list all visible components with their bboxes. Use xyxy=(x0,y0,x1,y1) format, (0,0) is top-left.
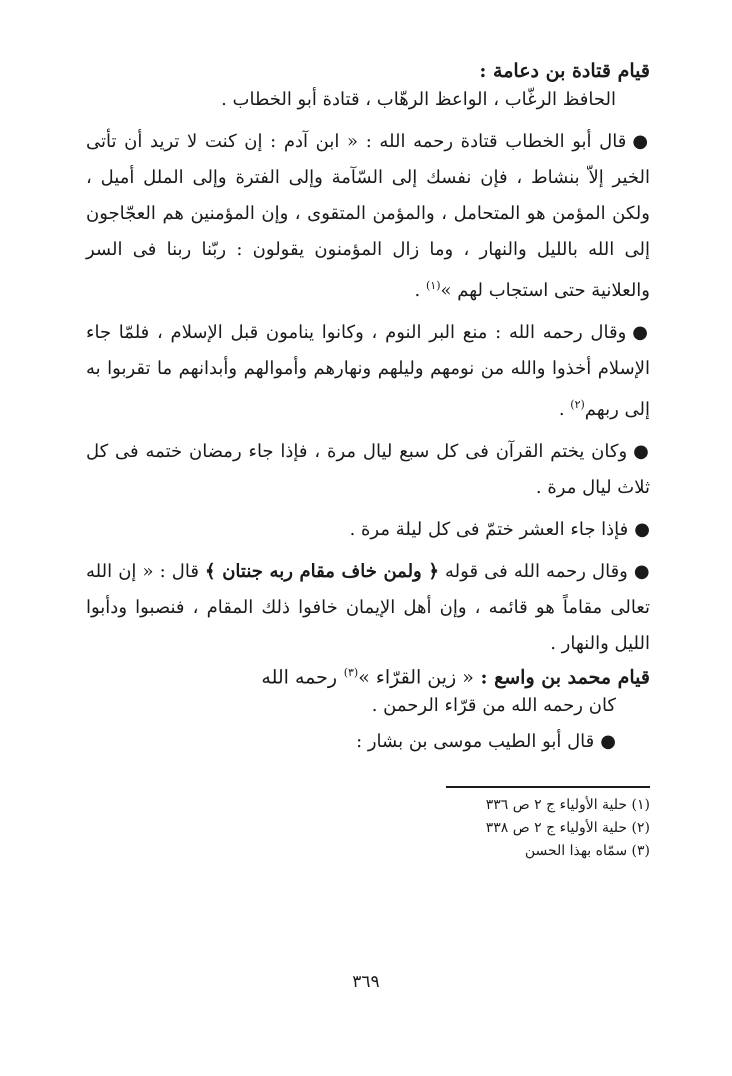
footnote-item xyxy=(86,794,650,817)
footnote-text: سمّاه بهذا الحسن xyxy=(524,843,628,860)
paragraph-5 xyxy=(86,554,650,662)
line-text: قال أبو الطيب موسى بن بشار : xyxy=(356,731,595,753)
heading-name: قيام محمد بن واسع : xyxy=(480,666,650,689)
footnote-text: حلية الأولياء ج ٢ ص ٣٣٨ xyxy=(485,820,628,837)
bullet-icon: ● xyxy=(600,731,616,753)
paragraph-3 xyxy=(86,434,650,506)
section-heading-muhammad xyxy=(86,666,650,688)
footnote-item xyxy=(86,840,650,863)
footnotes xyxy=(86,786,650,863)
qatada-epithets: الحافظ الرغّاب ، الواعظ الرهّاب ، قتادة أبو الخطاب . xyxy=(221,89,616,110)
footnote-text: حلية الأولياء ج ٢ ص ٣٣٦ xyxy=(485,797,628,814)
footnote-number: (٢) xyxy=(631,820,650,837)
bullet-icon: ● xyxy=(634,519,650,540)
bullet-icon: ● xyxy=(632,322,650,343)
bullet-icon: ● xyxy=(633,561,650,582)
muhammad-line: كان رحمه الله من قرّاء الرحمن . xyxy=(371,695,616,717)
footnote-ref: (٣) xyxy=(343,666,359,679)
paragraph-prefix: وقال رحمه الله فى قوله xyxy=(445,561,628,582)
paragraph-suffix: قال : « إن الله تعالى مقاماً هو قائمه ، وإن أهل الإيمان خافوا ذلك المقام ، فنصبوا ودأبوا الليل والنهار . xyxy=(86,561,650,654)
footnote-ref: (١) xyxy=(426,279,441,292)
paragraph-text: وقال رحمه الله : منع البر النوم ، وكانوا ينامون قبل الإسلام ، فلمّا جاء الإسلام أخذوا والله من نومهم وليلهم ونهارهم وأموالهم وأبدانهم ما تقربوا به إلى ربهم xyxy=(86,322,650,420)
paragraph-text: قال أبو الخطاب قتادة رحمه الله : « ابن آدم : إن كنت لا تريد أن تأتى الخير إلاّ بنشاط ، فإن نفسك إلى السّآمة وإلى الفترة وإلى الملل أميل ، ولكن المؤمن هو المتحامل ، والمؤمن المتقوى ، وإن المؤمنين هم العجّاجون إلى الله بالليل والنهار ، وما زال المؤمنون يقولون : ربّنا ربنا فى السر والعلانية حتى استجاب لهم » xyxy=(86,131,650,301)
footnote-number: (٣) xyxy=(631,843,650,860)
paragraph-text: وكان يختم القرآن فى كل سبع ليال مرة ، فإذا جاء رمضان ختمه فى كل ثلاث ليال مرة . xyxy=(86,441,650,498)
bullet-icon: ● xyxy=(633,441,650,462)
footnote-item xyxy=(86,817,650,840)
footnote-number: (١) xyxy=(631,797,650,814)
page-number: ٣٦٩ xyxy=(352,972,380,992)
quran-verse: ﴿ ولمن خاف مقام ربه جنتان ﴾ xyxy=(205,561,439,582)
heading-trail: رحمه الله xyxy=(261,666,338,689)
heading-quote: « زين القرّاء » xyxy=(358,666,474,689)
section-heading-qatada: قيام قتادة بن دعامة : xyxy=(479,60,650,82)
paragraph-1: ●قال أبو الخطاب قتادة رحمه الله : « ابن آدم : إن كنت لا تريد أن تأتى الخير إلاّ بنشاط ، فإن نفسك إلى السّآمة وإلى الفترة وإلى الملل أميل ، ولكن المؤمن هو المتحامل ، والمؤمن المتقوى ، وإن المؤمنين هم العجّاجون إلى الله بالليل والنهار ، وما زال المؤمنون يقولون : ربّنا ربنا فى السر والعلانية حتى استجاب لهم »$^{(١)}$ . xyxy=(86,131,650,301)
abu-tayyib-line xyxy=(86,724,650,760)
paragraph-4 xyxy=(86,512,650,548)
footnote-divider xyxy=(446,786,650,788)
bullet-icon: ● xyxy=(632,131,650,152)
paragraph-2: ●وقال رحمه الله : منع البر النوم ، وكانوا ينامون قبل الإسلام ، فلمّا جاء الإسلام أخذوا والله من نومهم وليلهم ونهارهم وأموالهم وأبدانهم ما تقربوا به إلى ربهم$^{(٢)}$ . xyxy=(86,322,650,420)
paragraph-text: فإذا جاء العشر ختمّ فى كل ليلة مرة . xyxy=(349,519,629,540)
footnote-ref: (٢) xyxy=(570,398,585,411)
